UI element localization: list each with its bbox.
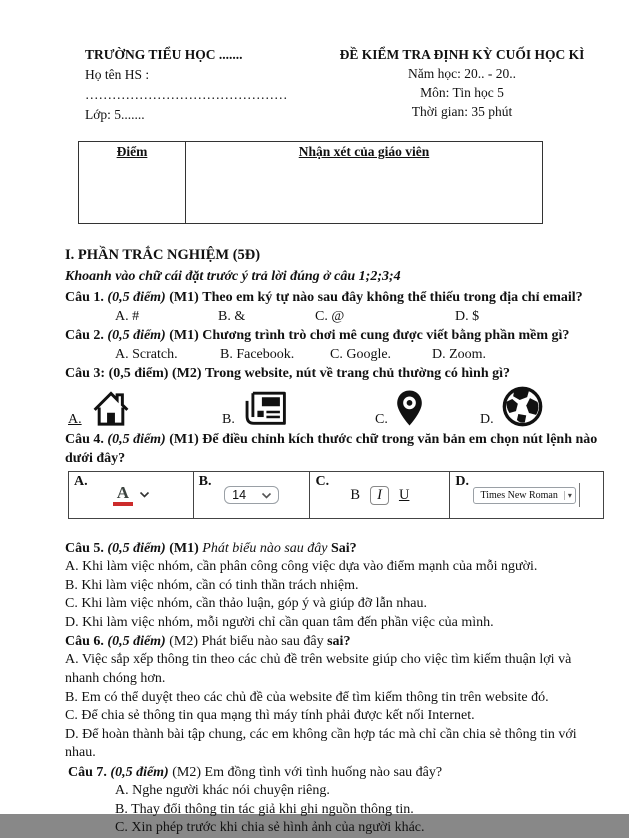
question-3-text: Trong website, nút về trang chủ thường có hình gì? (205, 366, 511, 381)
q1-option-a: A. # (115, 309, 140, 324)
location-pin-icon (396, 389, 423, 427)
font-name-value: Times New Roman (480, 489, 558, 501)
question-1-points: (0,5 điểm) (107, 290, 166, 305)
q5-option-b: B. Khi làm việc nhóm, cần có tinh thần trách nhiệm. (65, 577, 359, 593)
question-4 (65, 430, 604, 468)
question-5-level: (M1) (169, 541, 199, 556)
class-line: Lớp: 5....... (85, 107, 145, 122)
question-4-options-table (68, 471, 604, 519)
question-7-label: Câu 7. (68, 764, 107, 780)
dropdown-arrow-icon: ▾ (564, 491, 575, 500)
q7-option-b: B. Thay đổi thông tin tác giả khi ghi nguồn thông tin. (115, 801, 414, 817)
score-table (78, 141, 543, 224)
question-3-level: (M2) (171, 366, 202, 381)
q2-option-b: B. Facebook. (220, 347, 295, 362)
q1-option-b: B. & (218, 309, 246, 324)
newspaper-icon (243, 390, 288, 427)
font-size-dropdown (224, 486, 279, 504)
font-color-letter: A (116, 482, 129, 502)
q5-option-d: D. Khi làm việc nhóm, mỗi người chỉ cần quan tâm đến phần việc của mình. (65, 614, 494, 630)
q5-option-a: A. Khi làm việc nhóm, cần phân công công việc dựa vào điểm mạnh của mỗi người. (65, 559, 538, 574)
header-left-block (85, 45, 320, 125)
question-5-text: Phát biểu nào sau đây (202, 541, 328, 556)
bold-button-label: B (350, 486, 361, 503)
q4-option-c-letter: C. (315, 474, 330, 489)
section-instruction: Khoanh vào chữ cái đặt trước ý trả lời đúng ở câu 1;2;3;4 (65, 269, 401, 284)
question-7 (68, 763, 604, 782)
q3-option-c-letter: C. (375, 412, 388, 427)
q4-option-d-cell (450, 472, 604, 519)
q2-option-d: D. Zoom. (432, 347, 487, 362)
question-5-points: (0,5 điểm) (107, 541, 166, 556)
question-7-text: Em đồng tình với tình huống nào sau đây? (204, 764, 443, 780)
q3-option-c (375, 389, 480, 427)
font-name-dropdown (473, 487, 575, 504)
q1-option-d: D. $ (455, 309, 480, 324)
question-1-options (65, 307, 604, 326)
school-year-line: Năm học: 20.. - 20.. (408, 66, 516, 81)
question-5-label: Câu 5. (65, 541, 104, 556)
q3-option-a-letter: A. (68, 412, 82, 427)
q7-option-c: C. Xin phép trước khi chia sẻ hình ảnh của người khác. (115, 820, 425, 836)
question-2-text: Chương trình trò chơi mê cung được viết bằng phần mềm gì? (202, 328, 570, 343)
control-edge-line (579, 483, 580, 507)
bold-italic-underline-buttons (350, 486, 409, 505)
score-header-cell: Điểm (79, 142, 186, 224)
q7-option-a: A. Nghe người khác nói chuyện riêng. (115, 782, 330, 798)
question-6-level: (M2) (169, 634, 199, 650)
globe-icon (502, 386, 543, 427)
question-5 (65, 539, 604, 558)
q3-option-a (68, 388, 222, 427)
q6-option-c: C. Để chia sẻ thông tin qua mạng thì máy tính phải được kết nối Internet. (65, 708, 475, 724)
question-4-level: (M1) (169, 432, 199, 447)
q3-option-b (222, 390, 375, 427)
q1-option-c: C. @ (315, 309, 345, 324)
q4-option-a-cell (69, 472, 194, 519)
question-6-text: Phát biểu nào sau đây (201, 634, 324, 650)
question-2 (65, 326, 604, 345)
question-3 (65, 364, 604, 383)
question-7-points: (0,5 điểm) (110, 764, 169, 780)
q6-option-a: A. Việc sắp xếp thông tin theo các chủ đề trên website giúp cho việc tìm kiếm thuận lợi và nhanh chóng hơn. (65, 652, 572, 686)
q3-option-d (480, 386, 543, 427)
question-3-label: Câu 3: (65, 366, 106, 381)
chevron-down-icon (140, 487, 149, 503)
q3-option-d-letter: D. (480, 412, 494, 427)
q6-option-b: B. Em có thể duyệt theo các chủ đề của website để tìm kiếm thông tin trên website đó. (65, 689, 549, 705)
question-1-level: (M1) (169, 290, 199, 305)
question-5-text-bold: Sai? (331, 541, 357, 556)
question-4-label: Câu 4. (65, 432, 104, 447)
question-1 (65, 288, 604, 307)
question-1-text: Theo em ký tự nào sau đây không thể thiếu trong địa chỉ email? (202, 290, 583, 305)
q2-option-a: A. Scratch. (115, 347, 178, 362)
document-header (85, 45, 604, 125)
question-4-text: Để điều chỉnh kích thước chữ trong văn bản em chọn nút lệnh nào dưới đây? (65, 432, 598, 466)
question-2-level: (M1) (169, 328, 199, 343)
question-2-label: Câu 2. (65, 328, 104, 343)
chevron-down-icon (262, 488, 271, 502)
subject-line: Môn: Tin học 5 (420, 85, 504, 100)
q4-option-b-cell (193, 472, 310, 519)
q4-option-d-letter: D. (455, 474, 469, 489)
duration-line: Thời gian: 35 phút (411, 104, 513, 119)
question-6-label: Câu 6. (65, 634, 104, 650)
school-name: TRƯỜNG TIỂU HỌC ....... (85, 47, 243, 62)
q5-option-c: C. Khi làm việc nhóm, cần thảo luận, góp ý và giúp đỡ lẫn nhau. (65, 596, 427, 612)
question-6-points: (0,5 điểm) (107, 634, 166, 650)
home-icon (90, 388, 132, 427)
question-4-points: (0,5 điểm) (107, 432, 166, 447)
question-6-text-bold: sai? (327, 634, 351, 650)
font-size-value: 14 (232, 488, 247, 502)
font-color-button-icon (113, 484, 149, 507)
student-name-line: Họ tên HS : ……………………………………… (85, 67, 288, 102)
teacher-comment-header-cell: Nhận xét của giáo viên (186, 142, 543, 224)
q2-option-c: C. Google. (330, 347, 392, 362)
question-3-points: (0,5 điểm) (108, 366, 169, 381)
exam-title: ĐỀ KIỂM TRA ĐỊNH KỲ CUỐI HỌC KÌ (339, 47, 585, 62)
q4-option-a-letter: A. (74, 474, 88, 489)
underline-button-label: U (398, 486, 410, 503)
question-3-icon-options (68, 385, 604, 427)
q4-option-c-cell (310, 472, 450, 519)
q4-option-b-letter: B. (198, 474, 212, 489)
italic-button-label: I (370, 486, 389, 505)
question-2-points: (0,5 điểm) (107, 328, 166, 343)
question-6 (65, 632, 604, 651)
header-right-block (320, 45, 604, 125)
q3-option-b-letter: B. (222, 412, 235, 427)
question-2-options (65, 345, 604, 364)
q6-option-d: D. Để hoàn thành bài tập chung, các em không cần hợp tác mà chỉ cần chia sẻ thông tin với nhau. (65, 726, 577, 761)
section-title: I. PHẦN TRẮC NGHIỆM (5Đ) (65, 247, 261, 263)
question-1-label: Câu 1. (65, 290, 104, 305)
font-color-red-bar (113, 502, 133, 507)
question-7-level: (M2) (172, 764, 202, 780)
